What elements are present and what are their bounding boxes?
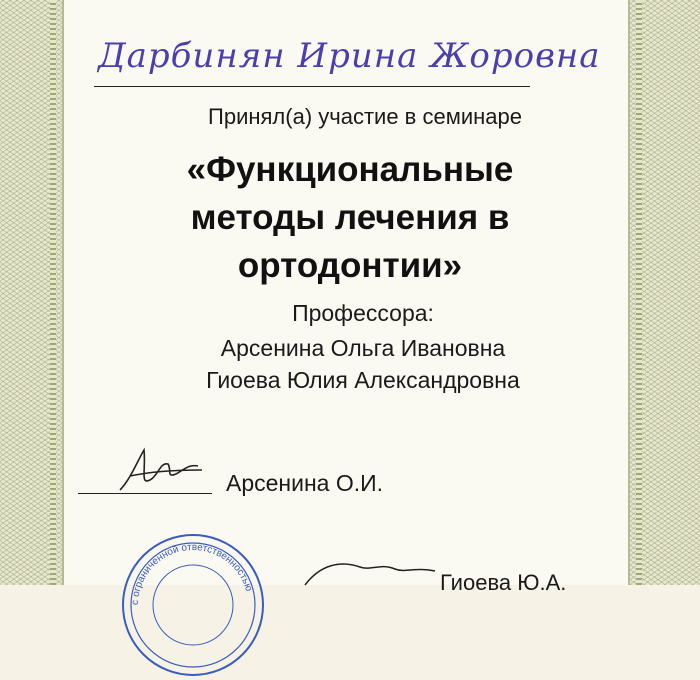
seminar-title-line-3: ортодонтии» (237, 246, 463, 285)
decorative-border-left (0, 0, 64, 585)
official-stamp (118, 530, 268, 680)
seminar-title-line-1: «Функциональные (186, 150, 514, 189)
participation-text: Принял(а) участие в семинаре (208, 104, 522, 129)
recipient-name-handwritten: Дарбинян Ирина Жоровна (98, 36, 601, 76)
decorative-border-right (628, 0, 700, 585)
professors-label: Профессора: (292, 300, 434, 326)
stamp-text: с ограниченной ответственностью (129, 541, 255, 606)
signer-name-2: Гиоева Ю.А. (440, 570, 567, 595)
name-underline (94, 86, 530, 87)
professor-name-1: Арсенина Ольга Ивановна (220, 335, 506, 361)
signature-line-1 (78, 493, 212, 494)
professor-name-2: Гиоева Юлия Александровна (206, 367, 520, 393)
signature-arsenina (110, 440, 210, 500)
signature-gioeva (300, 555, 440, 595)
signer-name-1: Арсенина О.И. (226, 470, 384, 496)
seminar-title-line-2: методы лечения в (190, 198, 510, 237)
seminar-title (120, 146, 580, 290)
